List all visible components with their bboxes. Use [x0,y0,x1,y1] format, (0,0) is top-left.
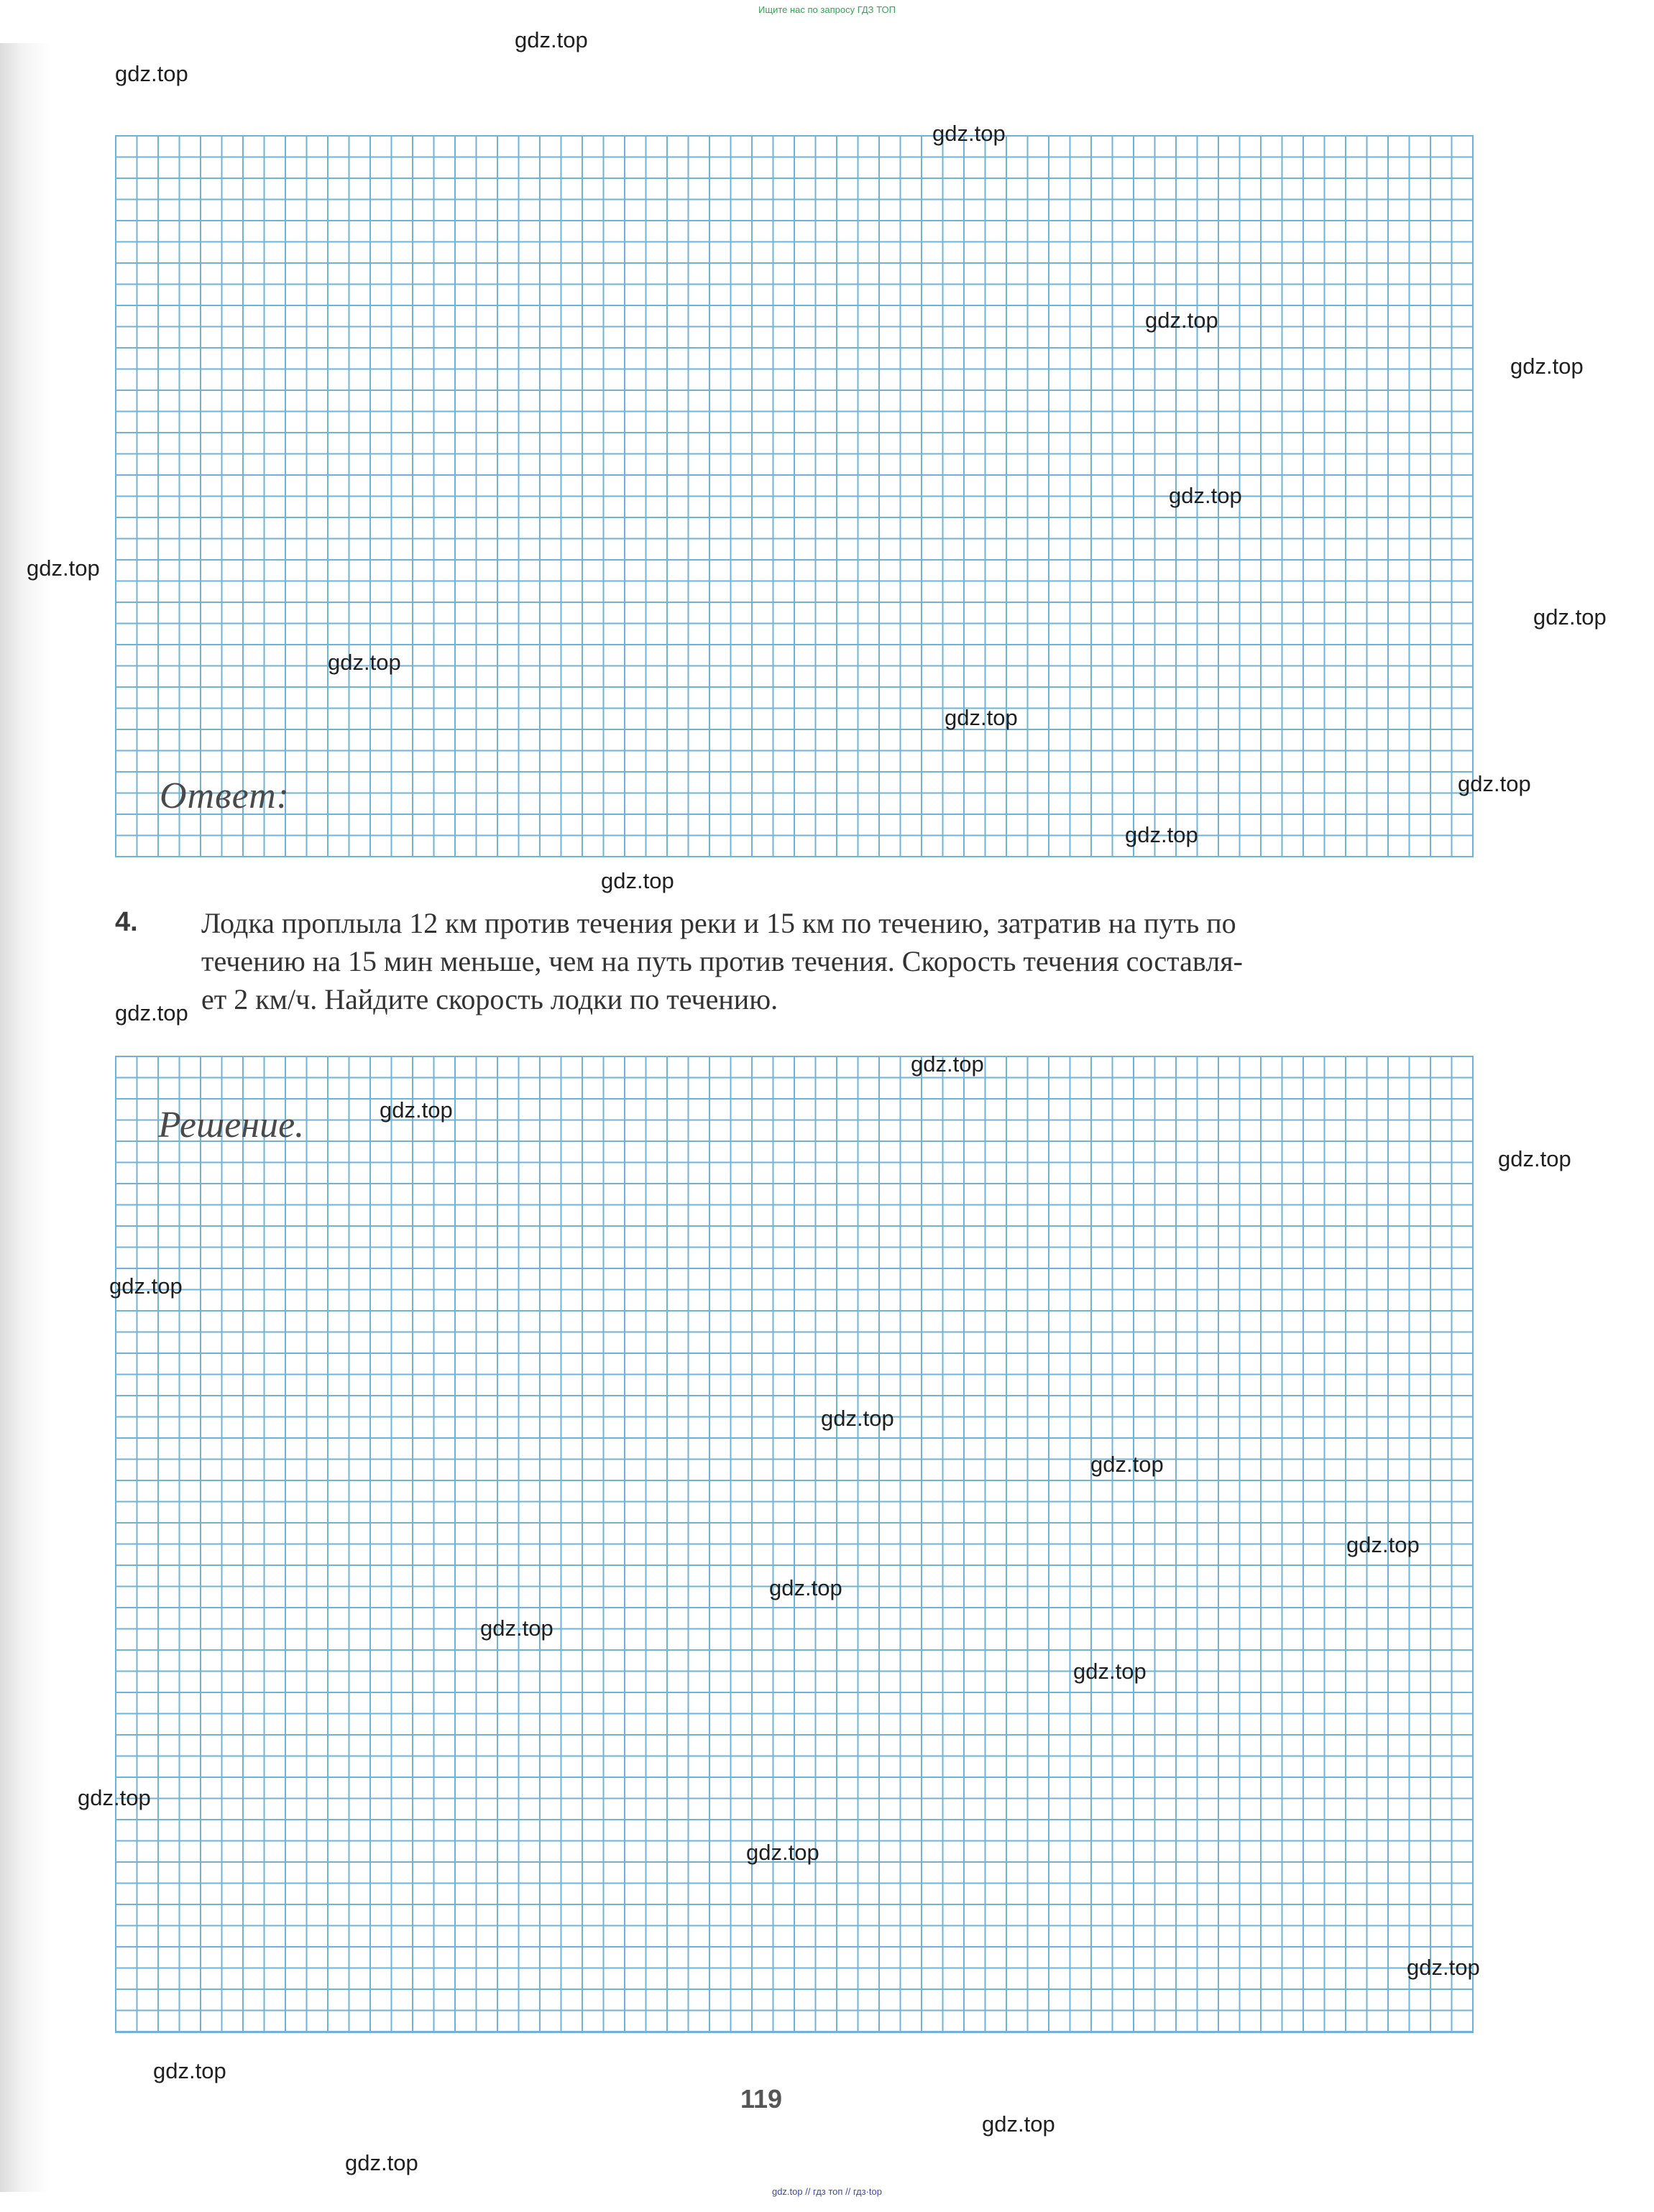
solution-grid [115,1056,1474,2033]
watermark: gdz.top [1458,771,1531,796]
watermark: gdz.top [1090,1452,1164,1477]
watermark: gdz.top [345,2150,418,2175]
watermark: gdz.top [1407,1955,1480,1980]
watermark: gdz.top [769,1575,842,1600]
watermark: gdz.top [78,1785,151,1810]
watermark: gdz.top [328,650,401,675]
watermark: gdz.top [932,121,1006,146]
header-note: Ищите нас по запросу ГДЗ ТОП [758,4,896,15]
watermark: gdz.top [380,1097,453,1123]
watermark: gdz.top [746,1840,819,1865]
watermark: gdz.top [27,556,100,581]
answer-grid-top [115,135,1474,857]
page-edge-shadow [0,43,50,2192]
watermark: gdz.top [515,27,588,52]
task-line: Лодка проплыла 12 км против течения реки и 15 км по течению, затратив на путь по [201,907,1236,939]
watermark: gdz.top [1145,308,1218,333]
watermark: gdz.top [945,705,1018,730]
watermark: gdz.top [1498,1146,1571,1171]
watermark: gdz.top [115,61,188,86]
watermark: gdz.top [601,868,674,893]
watermark: gdz.top [1533,604,1607,630]
watermark: gdz.top [1125,822,1198,847]
watermark: gdz.top [115,1000,188,1026]
watermark: gdz.top [153,2058,226,2083]
watermark: gdz.top [982,2111,1055,2137]
watermark: gdz.top [1510,354,1584,379]
task-line: течению на 15 мин меньше, чем на путь против течения. Скорость течения составля- [201,945,1243,977]
task-text [201,904,1474,1018]
answer-label: Ответ: [160,775,290,816]
watermark: gdz.top [1169,483,1242,508]
watermark: gdz.top [1073,1659,1147,1684]
solution-label: Решение. [158,1105,305,1146]
watermark: gdz.top [1346,1532,1420,1557]
page-number: 119 [740,2084,783,2114]
task-line: ет 2 км/ч. Найдите скорость лодки по течению. [201,983,778,1015]
footer-note: gdz.top // гдз топ // гдз·top [771,2186,883,2197]
task-number: 4. [115,907,138,937]
watermark: gdz.top [109,1273,183,1299]
watermark: gdz.top [821,1406,894,1431]
watermark: gdz.top [480,1616,553,1641]
watermark: gdz.top [911,1051,984,1077]
